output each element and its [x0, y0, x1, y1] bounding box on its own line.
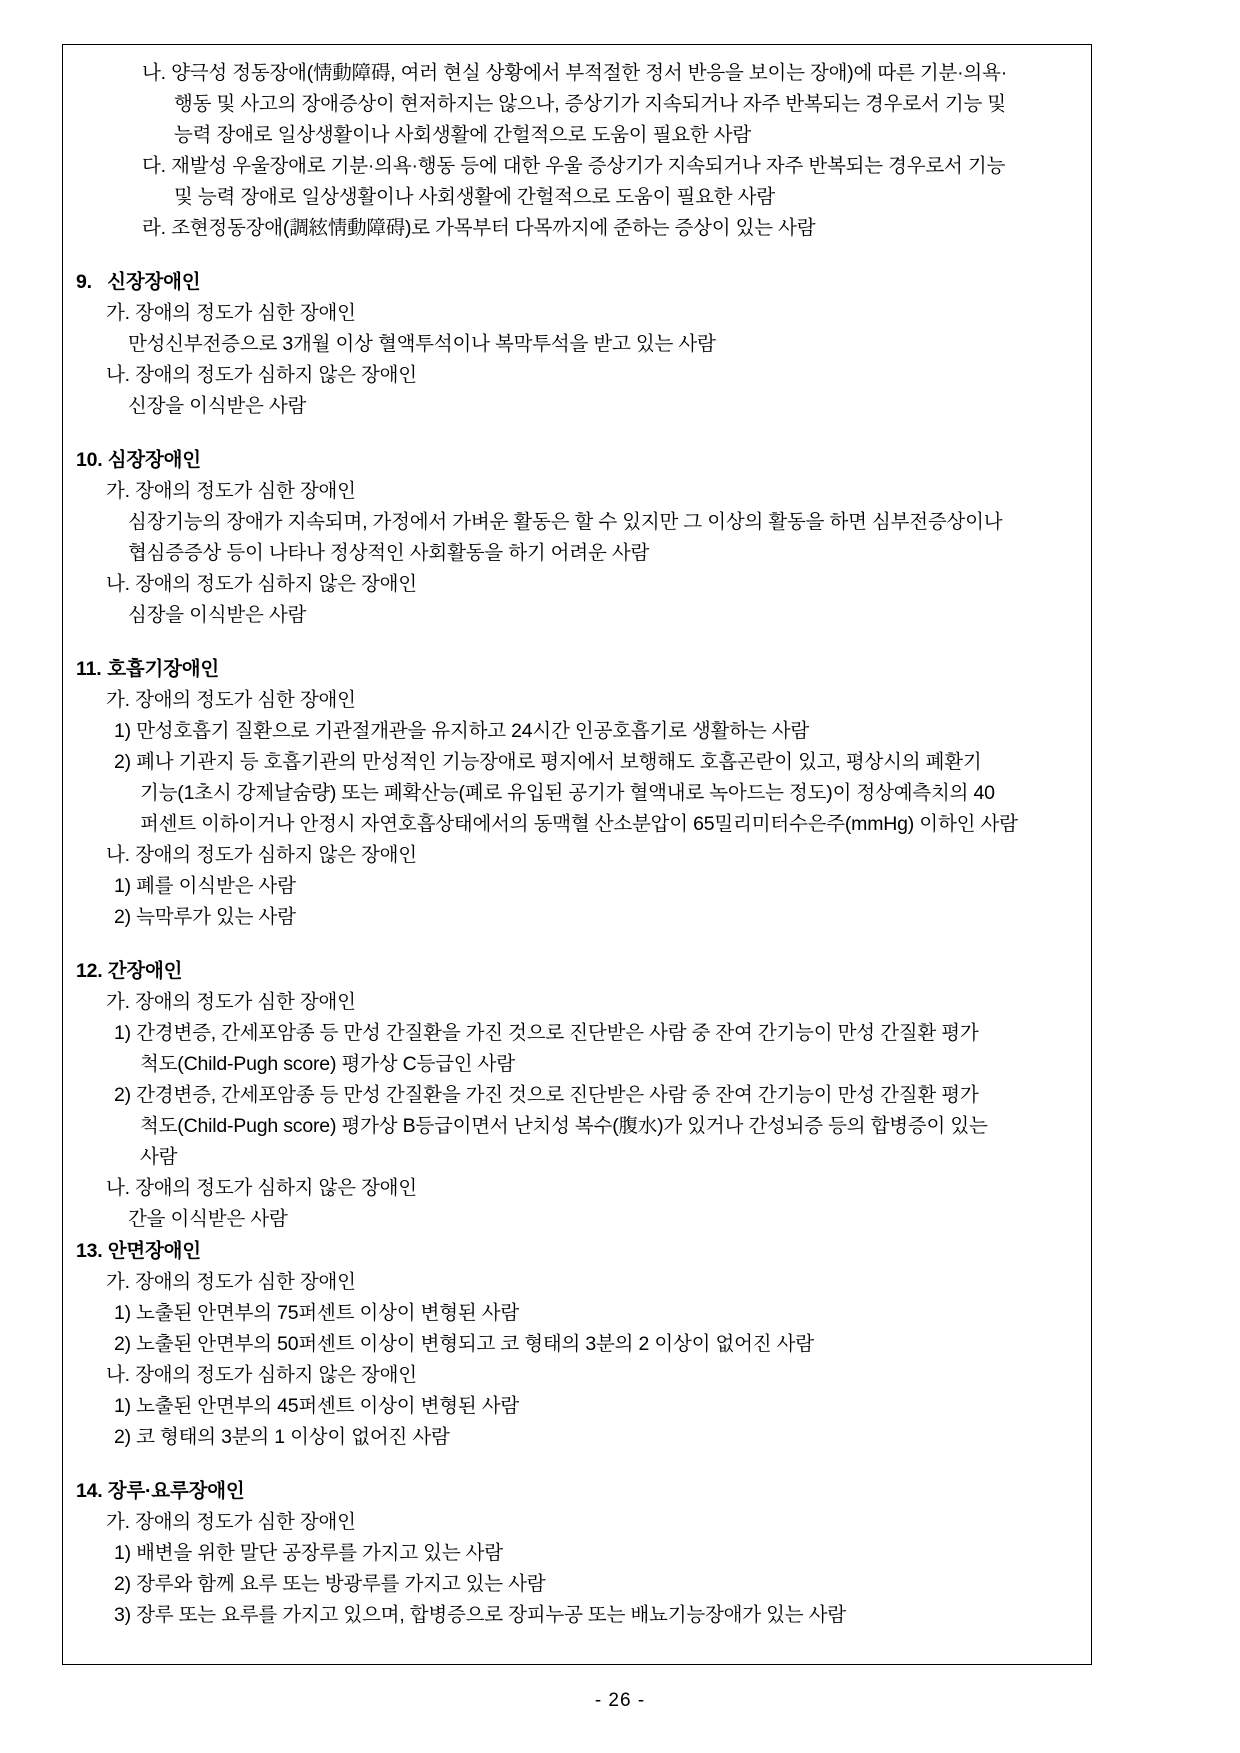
item-text: 장애의 정도가 심하지 않은 장애인	[135, 573, 417, 595]
list-item-line	[128, 538, 1076, 569]
list-item-line	[142, 182, 1076, 213]
page-number: - 26 -	[594, 1690, 646, 1711]
section-heading	[76, 653, 1076, 685]
section-title: 신장장애인	[107, 271, 201, 293]
item-text: 코 형태의 3분의 1 이상이 없어진 사람	[136, 1426, 450, 1448]
list-item	[114, 1600, 1076, 1631]
item-text: 노출된 안면부의 45퍼센트 이상이 변형된 사람	[136, 1395, 520, 1417]
section-heading	[76, 955, 1076, 987]
item-text: 심장기능의 장애가 지속되며, 가정에서 가벼운 활동은 할 수 있지만 그 이상의 활동을 하면 심부전증상이나	[128, 511, 1003, 533]
item-text: 간경변증, 간세포암종 등 만성 간질환을 가진 것으로 진단받은 사람 중 잔여 간기능이 만성 간질환 평가	[136, 1084, 979, 1106]
item-text: 만성신부전증으로 3개월 이상 혈액투석이나 복막투석을 받고 있는 사람	[128, 333, 716, 355]
continued-items	[76, 58, 1076, 244]
item-marker: 1)	[114, 1302, 131, 1324]
item-text: 기능(1초시 강제날숨량) 또는 폐확산능(폐로 유입된 공기가 혈액내로 녹아드는 정도)이 정상예측치의 40	[140, 782, 995, 804]
list-item	[106, 1173, 1076, 1204]
list-item	[106, 1507, 1076, 1538]
item-text: 척도(Child-Pugh score) 평가상 B등급이면서 난치성 복수(腹水)가 있거나 간성뇌증 등의 합병증이 있는	[140, 1115, 988, 1137]
section-11	[76, 653, 1076, 933]
item-text: 장애의 정도가 심한 장애인	[135, 689, 356, 711]
item-text: 행동 및 사고의 장애증상이 현저하지는 않으나, 증상기가 지속되거나 자주 반복되는 경우로서 기능 및	[174, 93, 1006, 115]
list-item	[114, 1018, 1076, 1049]
item-text: 장애의 정도가 심한 장애인	[135, 480, 356, 502]
item-text: 늑막루가 있는 사람	[136, 906, 296, 928]
section-title: 장루·요루장애인	[107, 1480, 245, 1502]
item-text: 간경변증, 간세포암종 등 만성 간질환을 가진 것으로 진단받은 사람 중 잔여 간기능이 만성 간질환 평가	[136, 1022, 979, 1044]
item-marker: 나.	[106, 1177, 130, 1199]
section-title: 간장애인	[107, 960, 183, 982]
item-text: 능력 장애로 일상생활이나 사회생활에 간헐적으로 도움이 필요한 사람	[174, 124, 751, 146]
item-marker: 1)	[114, 875, 131, 897]
list-item	[128, 391, 1076, 422]
list-item	[106, 569, 1076, 600]
list-item	[142, 151, 1076, 182]
item-text: 재발성 우울장애로 기분·의욕·행동 등에 대한 우울 증상기가 지속되거나 자주 반복되는 경우로서 기능	[171, 155, 1006, 177]
list-item	[114, 871, 1076, 902]
list-item-line	[114, 1111, 1076, 1142]
section-number: 11.	[76, 658, 102, 680]
section-heading	[76, 1235, 1076, 1267]
list-item	[106, 1267, 1076, 1298]
list-item	[114, 747, 1076, 778]
section-title: 안면장애인	[107, 1240, 201, 1262]
item-text: 협심증증상 등이 나타나 정상적인 사회활동을 하기 어려운 사람	[128, 542, 650, 564]
list-item-line	[114, 809, 1076, 840]
section-heading	[76, 444, 1076, 476]
item-marker: 가.	[106, 689, 130, 711]
item-text: 양극성 정동장애(情動障碍, 여러 현실 상황에서 부적절한 정서 반응을 보이는 장애)에 따른 기분·의욕·	[171, 62, 1007, 84]
item-text: 장루와 함께 요루 또는 방광루를 가지고 있는 사람	[136, 1573, 546, 1595]
item-marker: 다.	[142, 155, 166, 177]
list-item	[128, 329, 1076, 360]
item-marker: 2)	[114, 1333, 131, 1355]
item-text: 배변을 위한 말단 공장루를 가지고 있는 사람	[136, 1542, 503, 1564]
item-text: 신장을 이식받은 사람	[128, 395, 307, 417]
section-number: 14.	[76, 1480, 103, 1502]
item-marker: 라.	[142, 217, 166, 239]
item-marker: 2)	[114, 906, 131, 928]
list-item-line	[114, 778, 1076, 809]
item-text: 장애의 정도가 심하지 않은 장애인	[135, 364, 417, 386]
item-text: 심장을 이식받은 사람	[128, 604, 307, 626]
list-item	[114, 716, 1076, 747]
item-marker: 가.	[106, 1271, 130, 1293]
list-item	[128, 600, 1076, 631]
item-marker: 1)	[114, 1395, 131, 1417]
item-marker: 나.	[142, 62, 166, 84]
item-text: 간을 이식받은 사람	[128, 1208, 288, 1230]
item-marker: 1)	[114, 1022, 131, 1044]
list-item	[114, 1538, 1076, 1569]
list-item-line	[114, 1142, 1076, 1173]
list-item-line	[142, 89, 1076, 120]
list-item	[114, 902, 1076, 933]
section-12	[76, 955, 1076, 1235]
item-text: 폐나 기관지 등 호흡기관의 만성적인 기능장애로 평지에서 보행해도 호흡곤란이 있고, 평상시의 폐환기	[136, 751, 982, 773]
list-item	[106, 685, 1076, 716]
section-heading	[76, 1475, 1076, 1507]
section-title: 심장장애인	[107, 449, 201, 471]
item-marker: 1)	[114, 1542, 131, 1564]
item-marker: 2)	[114, 1084, 131, 1106]
item-text: 장애의 정도가 심한 장애인	[135, 302, 356, 324]
item-text: 퍼센트 이하이거나 안정시 자연호흡상태에서의 동맥혈 산소분압이 65밀리미터수은주(mmHg) 이하인 사람	[140, 813, 1018, 835]
list-item	[142, 58, 1076, 89]
item-marker: 2)	[114, 1426, 131, 1448]
item-text: 만성호흡기 질환으로 기관절개관을 유지하고 24시간 인공호흡기로 생활하는 사람	[136, 720, 810, 742]
list-item	[106, 1360, 1076, 1391]
item-text: 장애의 정도가 심한 장애인	[135, 991, 356, 1013]
item-text: 사람	[140, 1146, 178, 1168]
section-10	[76, 444, 1076, 631]
section-number: 9.	[76, 271, 92, 293]
item-marker: 3)	[114, 1604, 131, 1626]
list-item	[106, 840, 1076, 871]
item-marker: 나.	[106, 573, 130, 595]
section-13	[76, 1235, 1076, 1453]
item-marker: 나.	[106, 844, 130, 866]
item-marker: 2)	[114, 751, 131, 773]
list-item	[114, 1298, 1076, 1329]
item-text: 노출된 안면부의 50퍼센트 이상이 변형되고 코 형태의 3분의 2 이상이 없어진 사람	[136, 1333, 814, 1355]
section-title: 호흡기장애인	[107, 658, 220, 680]
item-text: 척도(Child-Pugh score) 평가상 C등급인 사람	[140, 1053, 515, 1075]
item-text: 장애의 정도가 심하지 않은 장애인	[135, 844, 417, 866]
item-marker: 나.	[106, 364, 130, 386]
list-item	[128, 1204, 1076, 1235]
item-text: 장애의 정도가 심하지 않은 장애인	[135, 1364, 417, 1386]
list-item	[106, 298, 1076, 329]
item-text: 조현정동장애(調絃情動障碍)로 가목부터 다목까지에 준하는 증상이 있는 사람	[171, 217, 816, 239]
list-item	[114, 1391, 1076, 1422]
item-marker: 가.	[106, 1511, 130, 1533]
list-item	[106, 987, 1076, 1018]
list-item	[114, 1329, 1076, 1360]
section-14	[76, 1475, 1076, 1631]
item-text: 및 능력 장애로 일상생활이나 사회생활에 간헐적으로 도움이 필요한 사람	[174, 186, 775, 208]
item-marker: 2)	[114, 1573, 131, 1595]
section-9	[76, 266, 1076, 422]
page-content	[68, 48, 1090, 1631]
list-item-line	[114, 1049, 1076, 1080]
section-heading	[76, 266, 1076, 298]
section-number: 10.	[76, 449, 103, 471]
item-text: 장애의 정도가 심한 장애인	[135, 1511, 356, 1533]
section-number: 12.	[76, 960, 103, 982]
list-item	[114, 1422, 1076, 1453]
list-item	[142, 213, 1076, 244]
item-marker: 나.	[106, 1364, 130, 1386]
list-item	[128, 507, 1076, 538]
list-item	[106, 360, 1076, 391]
list-item-line	[142, 120, 1076, 151]
item-text: 장애의 정도가 심한 장애인	[135, 1271, 356, 1293]
item-marker: 가.	[106, 991, 130, 1013]
item-marker: 1)	[114, 720, 131, 742]
item-marker: 가.	[106, 480, 130, 502]
list-item	[106, 476, 1076, 507]
item-marker: 가.	[106, 302, 130, 324]
list-item	[114, 1080, 1076, 1111]
item-text: 폐를 이식받은 사람	[136, 875, 296, 897]
section-number: 13.	[76, 1240, 103, 1262]
item-text: 장루 또는 요루를 가지고 있으며, 합병증으로 장피누공 또는 배뇨기능장애가 있는 사람	[136, 1604, 846, 1626]
item-text: 노출된 안면부의 75퍼센트 이상이 변형된 사람	[136, 1302, 520, 1324]
item-text: 장애의 정도가 심하지 않은 장애인	[135, 1177, 417, 1199]
list-item	[114, 1569, 1076, 1600]
